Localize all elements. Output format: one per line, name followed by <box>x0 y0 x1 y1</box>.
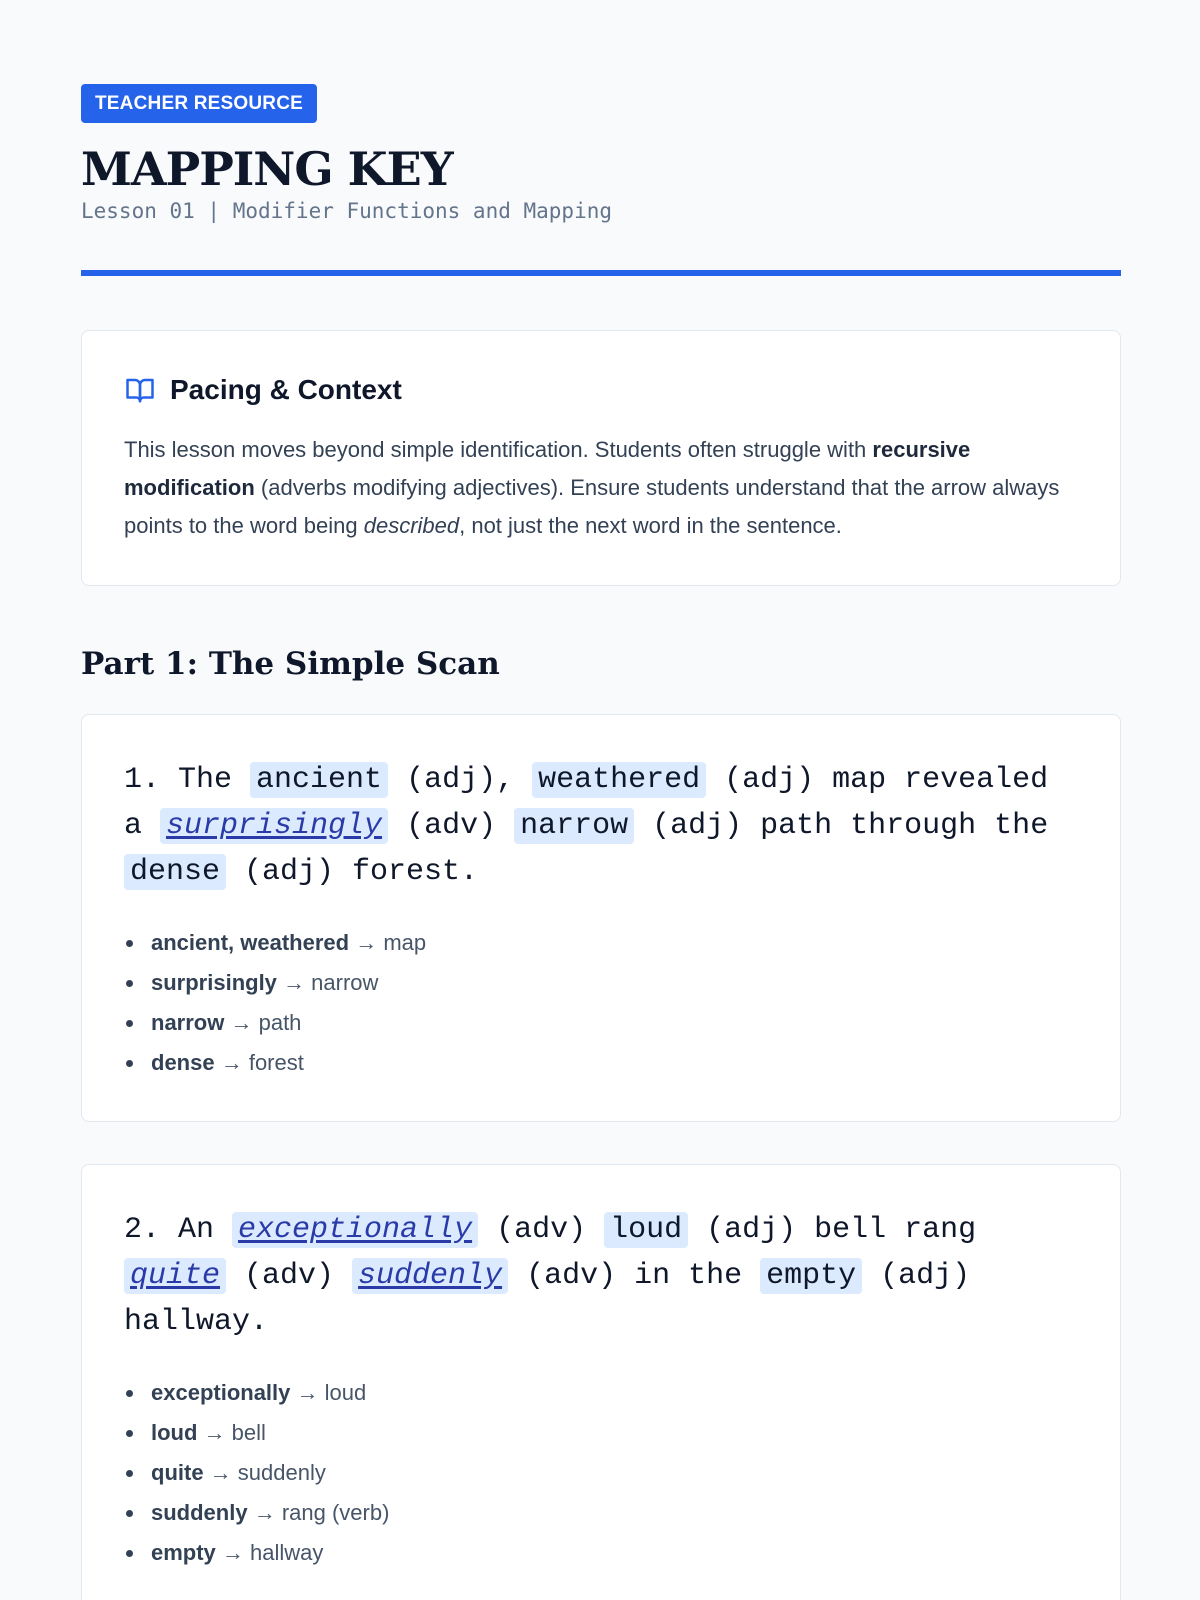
adverb-highlight: quite <box>124 1258 226 1294</box>
adjective-highlight: loud <box>604 1212 688 1248</box>
arrow-icon: → <box>276 970 312 995</box>
context-paragraph <box>124 431 1078 545</box>
modified-word: hallway <box>250 1540 324 1565</box>
mapping-item <box>124 1413 1078 1453</box>
mapping-item <box>124 1533 1078 1573</box>
teacher-resource-badge: TEACHER RESOURCE <box>81 84 317 123</box>
modifier-word: surprisingly <box>151 970 277 995</box>
adjective-highlight: empty <box>760 1258 862 1294</box>
context-text-part: This lesson moves beyond simple identification. Students often struggle with <box>124 437 873 462</box>
modifier-word: empty <box>151 1540 216 1565</box>
card-header <box>124 373 1078 407</box>
arrow-icon: → <box>349 930 384 955</box>
modifier-word: narrow <box>151 1010 225 1035</box>
mapping-item <box>124 923 1078 963</box>
card-title: Pacing & Context <box>170 374 402 405</box>
modifier-word: loud <box>151 1420 198 1445</box>
mapping-item <box>124 963 1078 1003</box>
mapping-list <box>124 923 1078 1083</box>
mapping-item <box>124 1043 1078 1083</box>
adjective-highlight: weathered <box>532 762 706 798</box>
lesson-subtitle: Lesson 01 | Modifier Functions and Mapping <box>81 199 613 223</box>
mapping-list <box>124 1373 1078 1573</box>
mapping-item <box>124 1373 1078 1413</box>
arrow-icon: → <box>214 1050 249 1075</box>
modifier-word: exceptionally <box>151 1380 291 1405</box>
modified-word: rang (verb) <box>281 1500 390 1525</box>
modified-word: map <box>383 930 427 955</box>
context-text-part: (adverbs modifying adjectives). Ensure students understand that the arrow always points to the word being <box>124 475 1060 538</box>
example-sentence: 1. The ancient (adj), weathered (adj) map revealed a surprisingly (adv) narrow (adj) path through the dense (adj) forest. <box>124 763 1049 889</box>
modified-word: path <box>258 1010 302 1035</box>
context-text-part: , not just the next word in the sentence. <box>459 513 842 538</box>
arrow-icon: → <box>290 1380 325 1405</box>
adjective-highlight: dense <box>124 854 226 890</box>
context-bold-term: recursive modification <box>124 437 971 500</box>
example-card <box>81 714 1121 1122</box>
arrow-icon: → <box>215 1540 251 1565</box>
adverb-highlight: suddenly <box>352 1258 508 1294</box>
modifier-word: suddenly <box>151 1500 248 1525</box>
arrow-icon: → <box>197 1420 232 1445</box>
arrow-icon: → <box>203 1460 238 1485</box>
mapping-item <box>124 1453 1078 1493</box>
pacing-context-card <box>81 330 1121 586</box>
example-sentence: 2. An exceptionally (adv) loud (adj) bell rang quite (adv) suddenly (adv) in the empty (adj) hallway. <box>124 1213 977 1339</box>
book-open-icon <box>124 375 156 405</box>
modifier-word: dense <box>151 1050 215 1075</box>
adverb-highlight: surprisingly <box>160 808 388 844</box>
modifier-word: ancient, weathered <box>151 930 350 955</box>
context-italic-term: described <box>363 513 460 538</box>
arrow-icon: → <box>247 1500 282 1525</box>
header-divider <box>81 270 1121 276</box>
modified-word: narrow <box>311 970 379 995</box>
modified-word: bell <box>231 1420 266 1445</box>
modified-word: forest <box>248 1050 304 1075</box>
modified-word: suddenly <box>237 1460 326 1485</box>
section-heading: Part 1: The Simple Scan <box>81 646 500 682</box>
mapping-item <box>124 1493 1078 1533</box>
adverb-highlight: exceptionally <box>232 1212 478 1248</box>
examples-list <box>81 714 1119 1600</box>
modifier-word: quite <box>151 1460 204 1485</box>
example-card <box>81 1164 1121 1600</box>
adjective-highlight: ancient <box>250 762 388 798</box>
adjective-highlight: narrow <box>514 808 634 844</box>
mapping-item <box>124 1003 1078 1043</box>
page-title: MAPPING KEY <box>81 142 453 196</box>
arrow-icon: → <box>224 1010 259 1035</box>
modified-word: loud <box>324 1380 367 1405</box>
